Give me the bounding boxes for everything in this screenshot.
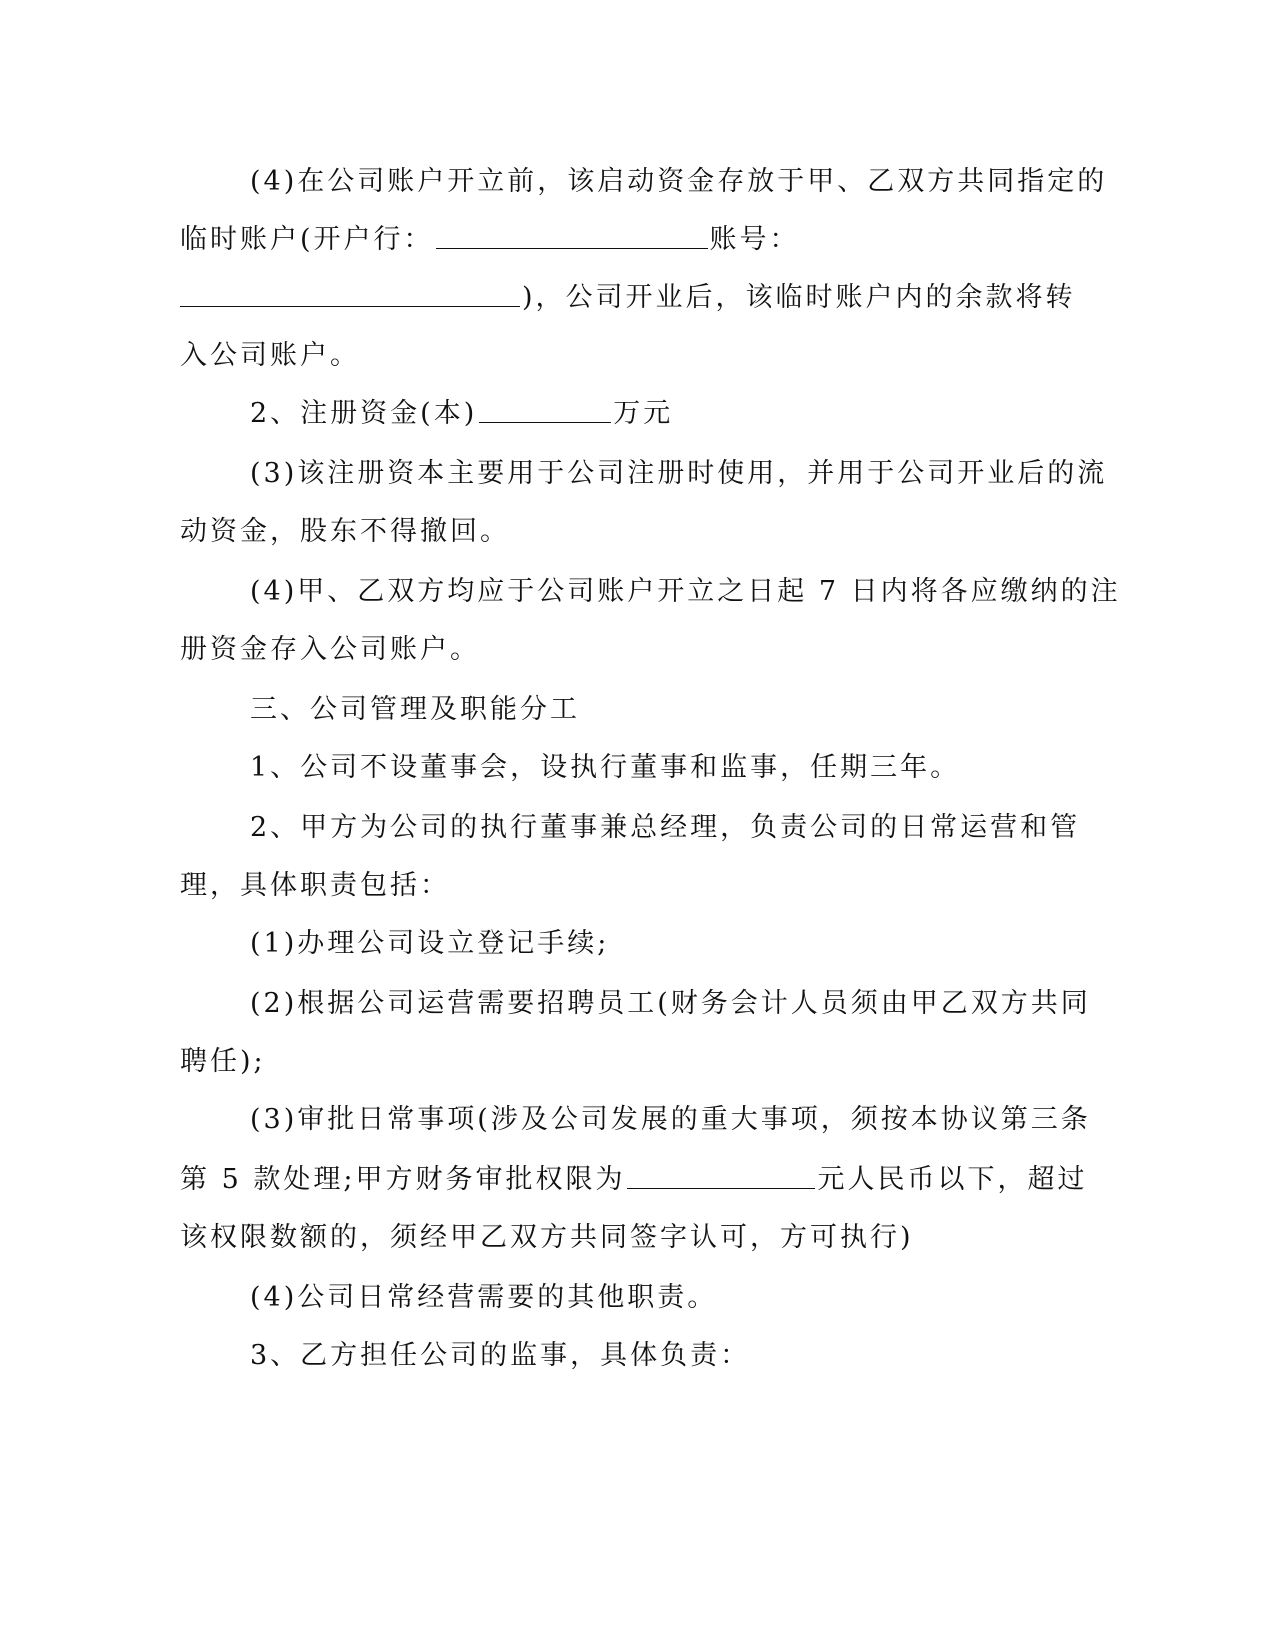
text-segment: )，公司开业后，该临时账户内的余款将转: [522, 282, 1076, 313]
text-segment: 该权限数额的，须经甲乙双方共同签字认可，方可执行): [180, 1222, 914, 1253]
text-segment: (3)该注册资本主要用于公司注册时使用，并用于公司开业后的流: [250, 458, 1108, 489]
fill-in-blank-account: [180, 276, 520, 307]
section-heading: [0, 688, 1275, 732]
paragraph-line: [0, 1216, 1275, 1260]
text-segment: (4)在公司账户开立前，该启动资金存放于甲、乙双方共同指定的: [250, 166, 1108, 197]
fill-in-blank-bank: [436, 218, 708, 249]
paragraph-line: [0, 746, 1275, 790]
text-segment: 2、注册资金(本): [250, 398, 478, 429]
fill-in-blank-approval-limit: [627, 1158, 815, 1189]
text-segment: 三、公司管理及职能分工: [250, 694, 580, 725]
paragraph-line: [0, 452, 1275, 496]
paragraph-line: [0, 570, 1275, 614]
paragraph-line: [0, 1098, 1275, 1142]
text-segment: 临时账户(开户行：: [180, 224, 434, 255]
text-segment: 1、公司不设董事会，设执行董事和监事，任期三年。: [250, 752, 961, 783]
paragraph-line: [0, 510, 1275, 554]
fill-in-blank-capital: [479, 392, 611, 423]
text-segment: (4)公司日常经营需要的其他职责。: [250, 1282, 718, 1313]
paragraph-line: [0, 160, 1275, 204]
text-segment: 册资金存入公司账户。: [180, 634, 480, 665]
text-segment: (4)甲、乙双方均应于公司账户开立之日起 7 日内将各应缴纳的注: [250, 576, 1121, 607]
paragraph-line: [0, 1334, 1275, 1378]
paragraph-line: [0, 218, 1275, 262]
text-segment: (3)审批日常事项(涉及公司发展的重大事项，须按本协议第三条: [250, 1104, 1091, 1135]
paragraph-line: [0, 1158, 1275, 1202]
paragraph-line: [0, 1040, 1275, 1084]
paragraph-line: [0, 922, 1275, 966]
paragraph-line: [0, 392, 1275, 436]
paragraph-line: [0, 628, 1275, 672]
text-segment: 元人民币以下，超过: [817, 1164, 1088, 1195]
text-segment: 动资金，股东不得撤回。: [180, 516, 510, 547]
text-segment: (1)办理公司设立登记手续;: [250, 928, 610, 959]
text-segment: 理，具体职责包括：: [180, 870, 450, 901]
text-segment: 3、乙方担任公司的监事，具体负责：: [250, 1340, 751, 1371]
paragraph-line: [0, 276, 1275, 320]
text-segment: 2、甲方为公司的执行董事兼总经理，负责公司的日常运营和管: [250, 812, 1081, 843]
paragraph-line: [0, 982, 1275, 1026]
paragraph-line: [0, 806, 1275, 850]
text-segment: 入公司账户。: [180, 340, 360, 371]
paragraph-line: [0, 1276, 1275, 1320]
text-segment: 第 5 款处理;甲方财务审批权限为: [180, 1164, 626, 1195]
paragraph-line: [0, 864, 1275, 908]
text-segment: 聘任);: [180, 1046, 266, 1077]
text-segment: 账号：: [709, 224, 800, 255]
text-segment: 万元: [613, 398, 674, 429]
text-segment: (2)根据公司运营需要招聘员工(财务会计人员须由甲乙双方共同: [250, 988, 1091, 1019]
paragraph-line: [0, 334, 1275, 378]
